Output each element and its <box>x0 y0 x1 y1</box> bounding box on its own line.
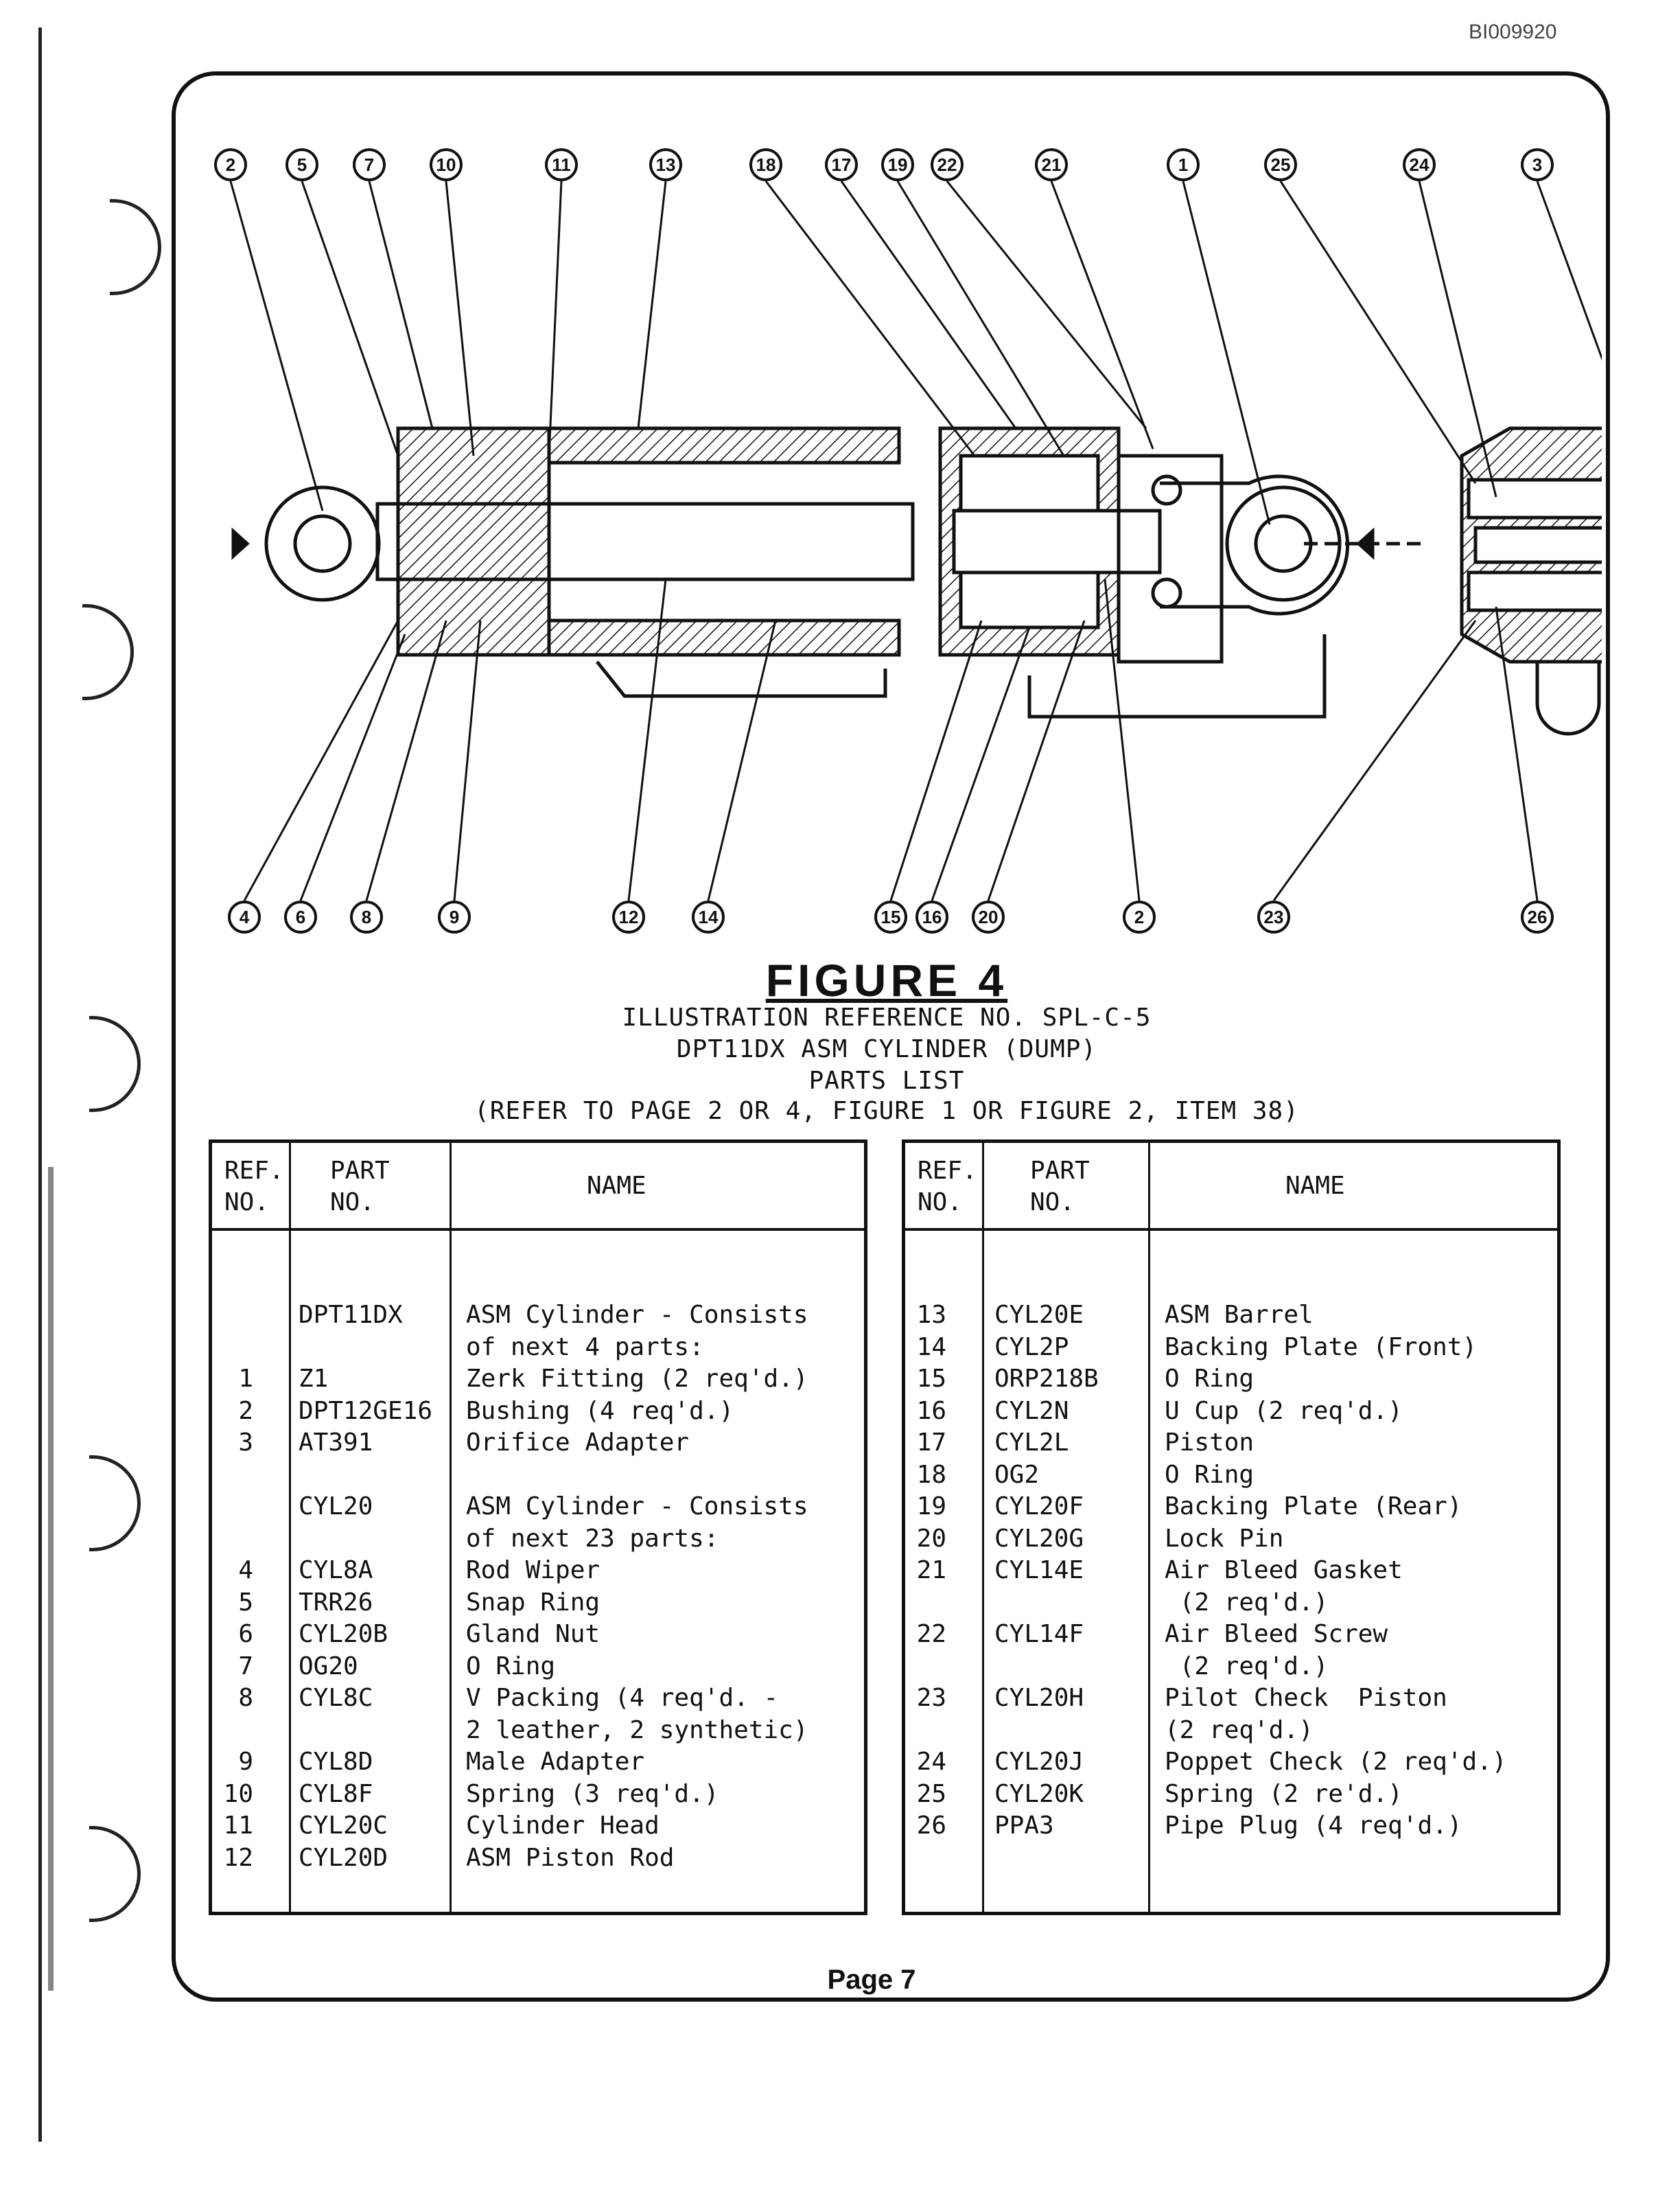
ref-number: 7 <box>238 1652 253 1680</box>
part-number: CYL8A <box>299 1556 373 1584</box>
part-number: CYL20F <box>994 1492 1084 1520</box>
callout-label: 2 <box>1134 907 1145 927</box>
ref-header: REF. NO. <box>905 1143 982 1231</box>
assembly-title: DPT11DX ASM CYLINDER (DUMP) <box>676 1035 1097 1063</box>
part-name: Male Adapter <box>466 1748 645 1776</box>
part-number: TRR26 <box>299 1588 373 1617</box>
ref-number: 2 <box>238 1396 253 1425</box>
callout-label: 19 <box>887 154 908 175</box>
part-name: V Packing (4 req'd. - <box>466 1684 779 1712</box>
table-row <box>212 1461 864 1492</box>
part-number: CYL14E <box>994 1556 1084 1584</box>
table-row <box>905 1652 1557 1684</box>
callout-label: 24 <box>1409 154 1430 175</box>
part-name: Poppet Check (2 req'd.) <box>1165 1748 1507 1776</box>
part-name: ASM Barrel <box>1165 1301 1314 1329</box>
table-row <box>905 1492 1557 1524</box>
part-name: (2 req'd.) <box>1165 1715 1314 1744</box>
part-name: of next 4 parts: <box>466 1332 704 1361</box>
illustration-reference: ILLUSTRATION REFERENCE NO. SPL-C-5 <box>622 1004 1152 1032</box>
table-row <box>212 1812 864 1843</box>
callout-label: 18 <box>756 154 776 175</box>
part-no-header: PART NO. <box>289 1143 450 1231</box>
part-name: U Cup (2 req'd.) <box>1165 1396 1403 1425</box>
part-number: CYL20D <box>299 1843 388 1872</box>
table-row <box>212 1301 864 1332</box>
part-name: Piston <box>1165 1428 1255 1457</box>
ref-number: 18 <box>916 1460 946 1489</box>
part-number: CYL20K <box>994 1779 1084 1808</box>
table-row <box>212 1780 864 1812</box>
cylinder-illustration <box>172 71 1602 957</box>
table-row <box>905 1428 1557 1460</box>
ref-number: 19 <box>916 1492 946 1520</box>
part-number: OG20 <box>299 1652 358 1680</box>
part-number: CYL2N <box>994 1396 1069 1425</box>
part-name: of next 23 parts: <box>466 1524 719 1553</box>
callout-label: 26 <box>1527 907 1548 927</box>
table-row <box>905 1333 1557 1365</box>
part-name: Air Bleed Gasket <box>1165 1556 1403 1584</box>
callout-label: 16 <box>922 907 942 927</box>
part-name: Bushing (4 req'd.) <box>466 1396 734 1425</box>
part-name: Zerk Fitting (2 req'd.) <box>466 1365 808 1393</box>
ref-number: 6 <box>238 1620 253 1648</box>
ref-number: 22 <box>916 1620 946 1648</box>
ref-number: 10 <box>223 1779 253 1808</box>
table-row <box>212 1333 864 1365</box>
table-row <box>212 1620 864 1652</box>
part-number: OG2 <box>994 1460 1040 1489</box>
parts-table-left <box>209 1139 867 1915</box>
ref-number: 26 <box>916 1812 946 1840</box>
ref-number: 8 <box>238 1684 253 1712</box>
callout-label: 1 <box>1178 154 1189 175</box>
ref-number: 15 <box>916 1365 946 1393</box>
leader-line <box>1105 579 1139 901</box>
callout-label: 10 <box>436 154 456 175</box>
leader-line <box>1183 181 1270 524</box>
leader-line <box>369 181 432 428</box>
part-name: O Ring <box>1165 1460 1255 1489</box>
part-number: CYL20J <box>994 1748 1084 1776</box>
ref-number: 16 <box>916 1396 946 1425</box>
part-name: Orifice Adapter <box>466 1428 690 1457</box>
leader-line <box>708 621 775 901</box>
callout-label: 6 <box>295 907 306 927</box>
part-number: CYL2L <box>994 1428 1069 1457</box>
table-row <box>905 1812 1557 1843</box>
table-row <box>212 1365 864 1396</box>
part-number: CYL8D <box>299 1748 373 1776</box>
table-row <box>212 1588 864 1620</box>
part-number: CYL2P <box>994 1332 1069 1361</box>
callout-label: 25 <box>1270 154 1291 175</box>
callout-label: 13 <box>655 154 676 175</box>
ref-number: 1 <box>238 1365 253 1393</box>
leader-line <box>947 181 1146 428</box>
reference-note: (REFER TO PAGE 2 OR 4, FIGURE 1 OR FIGURE 2, ITEM 38) <box>474 1097 1299 1125</box>
ref-number: 23 <box>916 1684 946 1712</box>
leader-line <box>231 181 323 511</box>
table-row <box>905 1780 1557 1812</box>
part-number: ORP218B <box>994 1365 1099 1393</box>
figure-title: FIGURE 4 <box>765 955 1008 1006</box>
ref-number: 20 <box>916 1524 946 1553</box>
part-number: CYL14F <box>994 1620 1084 1648</box>
punch-hole <box>89 1455 141 1551</box>
table-row <box>212 1684 864 1715</box>
part-number: DPT12GE16 <box>299 1396 433 1425</box>
part-name: Pipe Plug (4 req'd.) <box>1165 1812 1462 1840</box>
table-row <box>212 1492 864 1524</box>
table-row <box>212 1748 864 1779</box>
document-id: BI009920 <box>1469 21 1557 43</box>
ref-number: 13 <box>916 1301 946 1329</box>
ref-number: 5 <box>238 1588 253 1617</box>
table-row <box>905 1620 1557 1652</box>
table-row <box>212 1525 864 1556</box>
callout-label: 20 <box>978 907 999 927</box>
table-row <box>212 1556 864 1588</box>
parts-table-right <box>902 1139 1561 1915</box>
part-number: CYL20E <box>994 1301 1084 1329</box>
table-row <box>905 1525 1557 1556</box>
leader-line <box>932 627 1029 901</box>
callout-label: 11 <box>552 154 571 175</box>
name-header: NAME <box>450 1143 864 1231</box>
leader-line <box>302 181 398 456</box>
punch-hole <box>89 1016 141 1112</box>
leader-line <box>638 181 666 428</box>
leader-line <box>366 621 446 901</box>
table-row <box>905 1397 1557 1428</box>
callout-label: 9 <box>449 907 460 927</box>
leader-line <box>841 181 1016 428</box>
callout-label: 17 <box>831 154 852 175</box>
table-row <box>905 1301 1557 1332</box>
part-name: Spring (2 re'd.) <box>1165 1779 1403 1808</box>
table-row <box>905 1684 1557 1715</box>
leader-line <box>1281 181 1475 483</box>
leader-line <box>454 621 480 901</box>
callout-label: 7 <box>364 154 375 175</box>
callout-label: 3 <box>1532 154 1543 175</box>
leader-line <box>891 621 981 901</box>
callout-label: 5 <box>296 154 307 175</box>
part-name: 2 leather, 2 synthetic) <box>466 1715 808 1744</box>
part-name: Backing Plate (Rear) <box>1165 1492 1462 1520</box>
part-name: Air Bleed Screw <box>1165 1620 1388 1648</box>
punch-hole <box>110 199 161 295</box>
part-name: (2 req'd.) <box>1165 1588 1329 1617</box>
part-name: Spring (3 req'd.) <box>466 1779 719 1808</box>
callout-label: 8 <box>361 907 372 927</box>
ref-number: 9 <box>238 1748 253 1776</box>
ref-number: 3 <box>238 1428 253 1457</box>
callout-label: 15 <box>880 907 901 927</box>
part-name: Lock Pin <box>1165 1524 1284 1553</box>
part-number: CYL20B <box>299 1620 388 1648</box>
ref-number: 14 <box>916 1332 946 1361</box>
callout-label: 2 <box>225 154 236 175</box>
part-number: CYL8F <box>299 1779 373 1808</box>
part-name: (2 req'd.) <box>1165 1652 1329 1680</box>
part-name: O Ring <box>1165 1365 1255 1393</box>
ref-number: 12 <box>223 1843 253 1872</box>
table-row <box>905 1716 1557 1748</box>
part-number: DPT11DX <box>299 1301 403 1329</box>
table-row <box>905 1748 1557 1779</box>
part-name: O Ring <box>466 1652 556 1680</box>
part-name: ASM Cylinder - Consists <box>466 1492 808 1520</box>
table-row <box>212 1844 864 1875</box>
part-name: Gland Nut <box>466 1620 600 1648</box>
part-number: AT391 <box>299 1428 373 1457</box>
punch-hole <box>89 1826 141 1922</box>
callout-label: 21 <box>1041 154 1062 175</box>
part-number: CYL20C <box>299 1812 388 1840</box>
binder-edge <box>38 27 42 2142</box>
part-no-header: PART NO. <box>982 1143 1148 1231</box>
binder-shadow <box>48 1167 54 1991</box>
leader-line <box>446 181 474 456</box>
part-number: CYL20 <box>299 1492 373 1520</box>
leader-line <box>1274 621 1475 901</box>
ref-number: 4 <box>238 1556 253 1584</box>
callout-label: 23 <box>1263 907 1284 927</box>
table-row <box>905 1365 1557 1396</box>
name-header: NAME <box>1148 1143 1557 1231</box>
punch-hole <box>82 604 134 700</box>
table-row <box>905 1461 1557 1492</box>
table-row <box>212 1652 864 1684</box>
part-name: Snap Ring <box>466 1588 600 1617</box>
ref-number: 25 <box>916 1779 946 1808</box>
part-number: CYL20G <box>994 1524 1084 1553</box>
leader-line <box>1419 181 1496 497</box>
part-number: PPA3 <box>994 1812 1054 1840</box>
table-row <box>212 1397 864 1428</box>
part-name: Pilot Check Piston <box>1165 1684 1447 1712</box>
table-row <box>905 1556 1557 1588</box>
ref-number: 21 <box>916 1556 946 1584</box>
callout-label: 14 <box>698 907 719 927</box>
part-name: Cylinder Head <box>466 1812 660 1840</box>
callout-label: 4 <box>239 907 250 927</box>
table-row <box>905 1588 1557 1620</box>
part-number: CYL8C <box>299 1684 373 1712</box>
part-name: ASM Piston Rod <box>466 1843 675 1872</box>
part-name: Rod Wiper <box>466 1556 600 1584</box>
leader-line <box>1051 181 1153 449</box>
table-row <box>212 1716 864 1748</box>
ref-number: 24 <box>916 1748 946 1776</box>
leader-line <box>988 621 1084 901</box>
leader-line <box>244 621 398 901</box>
table-row <box>212 1428 864 1460</box>
part-number: Z1 <box>299 1365 329 1393</box>
parts-list-heading: PARTS LIST <box>808 1067 965 1095</box>
leader-line <box>549 181 561 456</box>
page-number: Page 7 <box>789 1965 954 1995</box>
part-name: Backing Plate (Front) <box>1165 1332 1478 1361</box>
ref-header: REF. NO. <box>212 1143 289 1231</box>
ref-number: 11 <box>223 1812 253 1840</box>
callout-label: 22 <box>937 154 957 175</box>
part-number: CYL20H <box>994 1684 1084 1712</box>
part-name: ASM Cylinder - Consists <box>466 1301 808 1329</box>
ref-number: 17 <box>916 1428 946 1457</box>
callout-label: 12 <box>618 907 639 927</box>
